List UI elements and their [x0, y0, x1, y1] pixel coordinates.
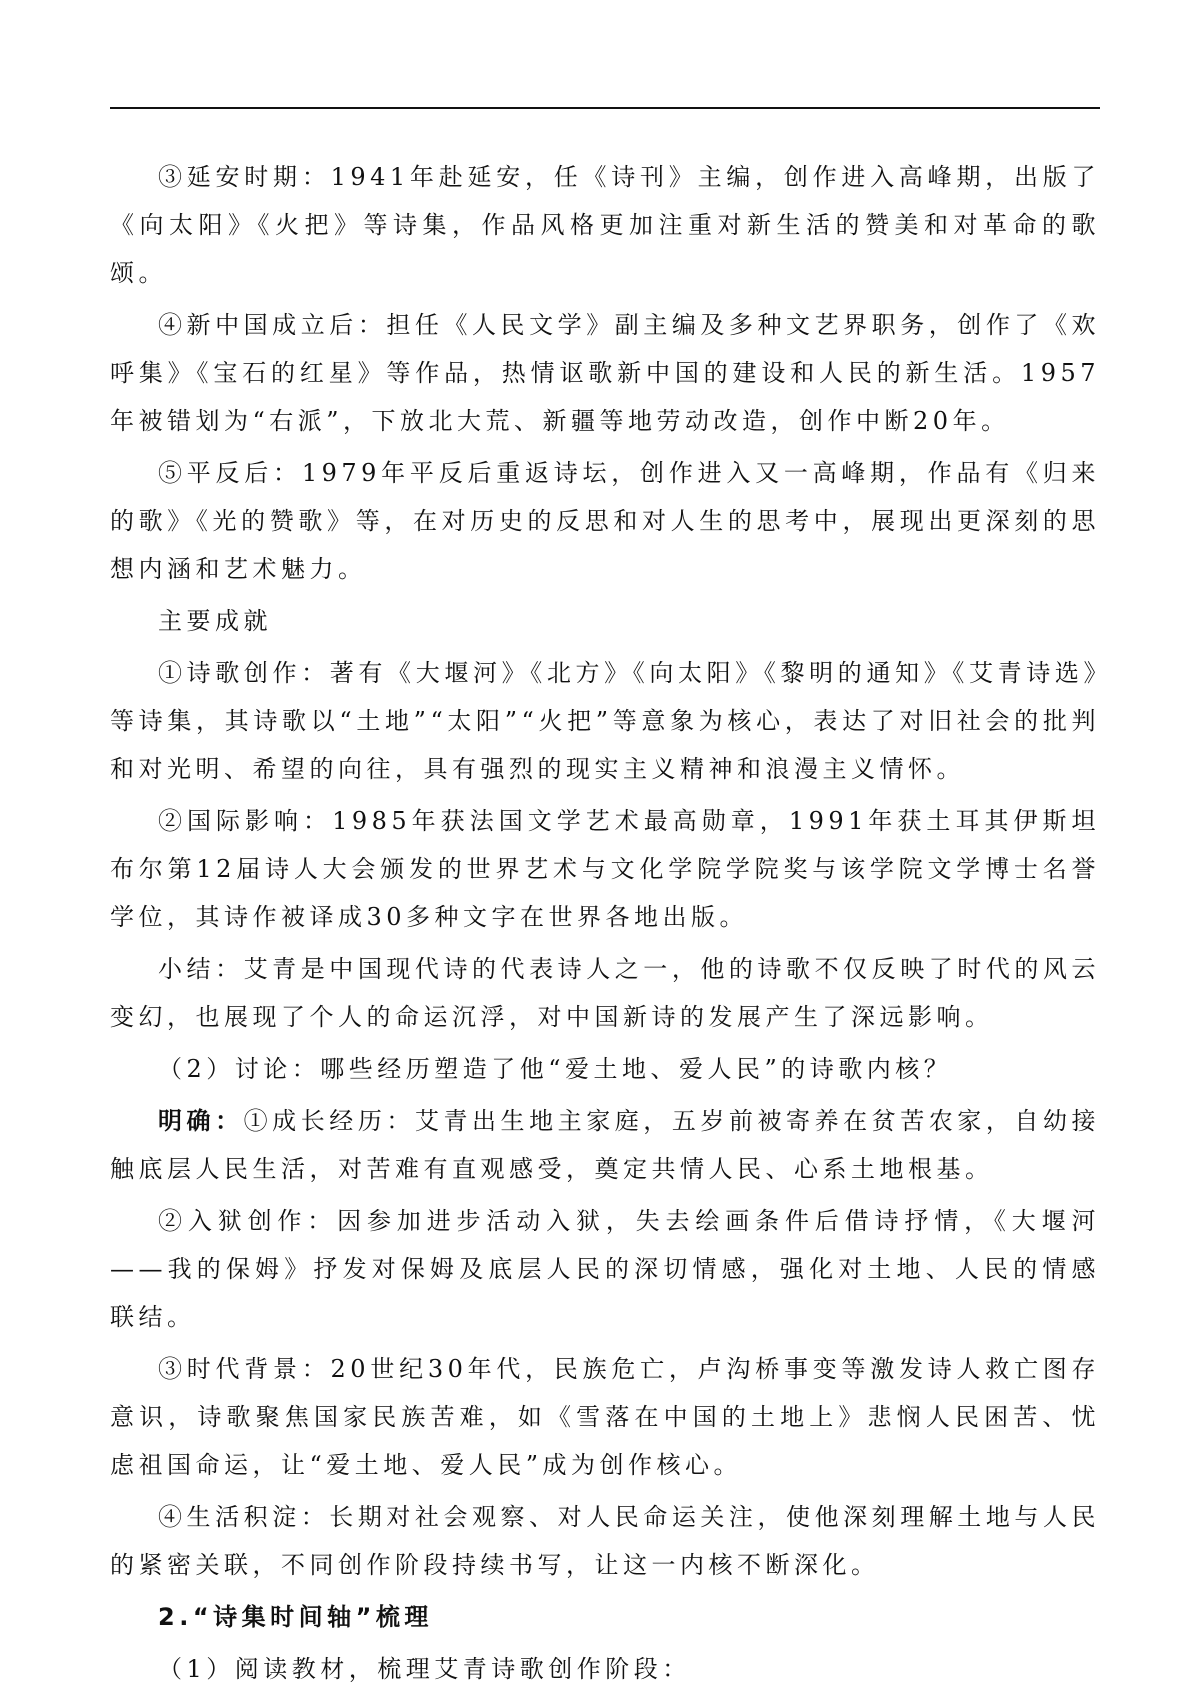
paragraph-poetry-creation: ①诗歌创作：著有《大堰河》《北方》《向太阳》《黎明的通知》《艾青诗选》等诗集，其诗歌以“土地”“太阳”“火把”等意象为核心，表达了对旧社会的批判和对光明、希望的向往，具有强烈的现实主义精神和浪漫主义情怀。 [110, 659, 1100, 783]
paragraph-life-accumulation: ④生活积淀：长期对社会观察、对人民命运关注，使他深刻理解土地与人民的紧密关联，不同创作阶段持续书写，让这一内核不断深化。 [110, 1503, 1100, 1579]
paragraph-new-china-period: ④新中国成立后：担任《人民文学》副主编及多种文艺界职务，创作了《欢呼集》《宝石的红星》等作品，热情讴歌新中国的建设和人民的新生活。1957年被错划为“右派”，下放北大荒、新疆等地劳动改造，创作中断20年。 [110, 311, 1100, 435]
paragraph-clarify [110, 1097, 1100, 1193]
document-body [110, 153, 1100, 1697]
reading-instruction: （1）阅读教材，梳理艾青诗歌创作阶段： [158, 1655, 691, 1683]
paragraph-summary: 小结：艾青是中国现代诗的代表诗人之一，他的诗歌不仅反映了时代的风云变幻，也展现了个人的命运沉浮，对中国新诗的发展产生了深远影响。 [110, 955, 1100, 1031]
discussion-question: （2）讨论：哪些经历塑造了他“爱土地、爱人民”的诗歌内核？ [158, 1055, 953, 1083]
paragraph-yanan-period: ③延安时期：1941年赴延安，任《诗刊》主编，创作进入高峰期，出版了《向太阳》《火把》等诗集，作品风格更加注重对新生活的赞美和对革命的歌颂。 [110, 163, 1100, 287]
achievements-title: 主要成就 [158, 607, 272, 635]
clarify-label: 明确： [158, 1107, 244, 1135]
clarify-body: ①成长经历：艾青出生地主家庭，五岁前被寄养在贫苦农家，自幼接触底层人民生活，对苦难有直观感受，奠定共情人民、心系土地根基。 [110, 1107, 1100, 1183]
paragraph-rehabilitation-period: ⑤平反后：1979年平反后重返诗坛，创作进入又一高峰期，作品有《归来的歌》《光的赞歌》等，在对历史的反思和对人生的思考中，展现出更深刻的思想内涵和艺术魅力。 [110, 459, 1100, 583]
paragraph-era-background: ③时代背景：20世纪30年代，民族危亡，卢沟桥事变等激发诗人救亡图存意识，诗歌聚焦国家民族苦难，如《雪落在中国的土地上》悲悯人民困苦、忧虑祖国命运，让“爱土地、爱人民”成为创作核心。 [110, 1355, 1100, 1479]
paragraph-international-influence: ②国际影响：1985年获法国文学艺术最高勋章，1991年获土耳其伊斯坦布尔第12届诗人大会颁发的世界艺术与文化学院学院奖与该学院文学博士名誉学位，其诗作被译成30多种文字在世界各地出版。 [110, 807, 1100, 931]
paragraph-prison-creation: ②入狱创作：因参加进步活动入狱，失去绘画条件后借诗抒情，《大堰河——我的保姆》抒发对保姆及底层人民的深切情感，强化对土地、人民的情感联结。 [110, 1207, 1100, 1331]
section-heading-timeline: 2.“诗集时间轴”梳理 [158, 1603, 433, 1631]
header-rule [110, 107, 1100, 109]
